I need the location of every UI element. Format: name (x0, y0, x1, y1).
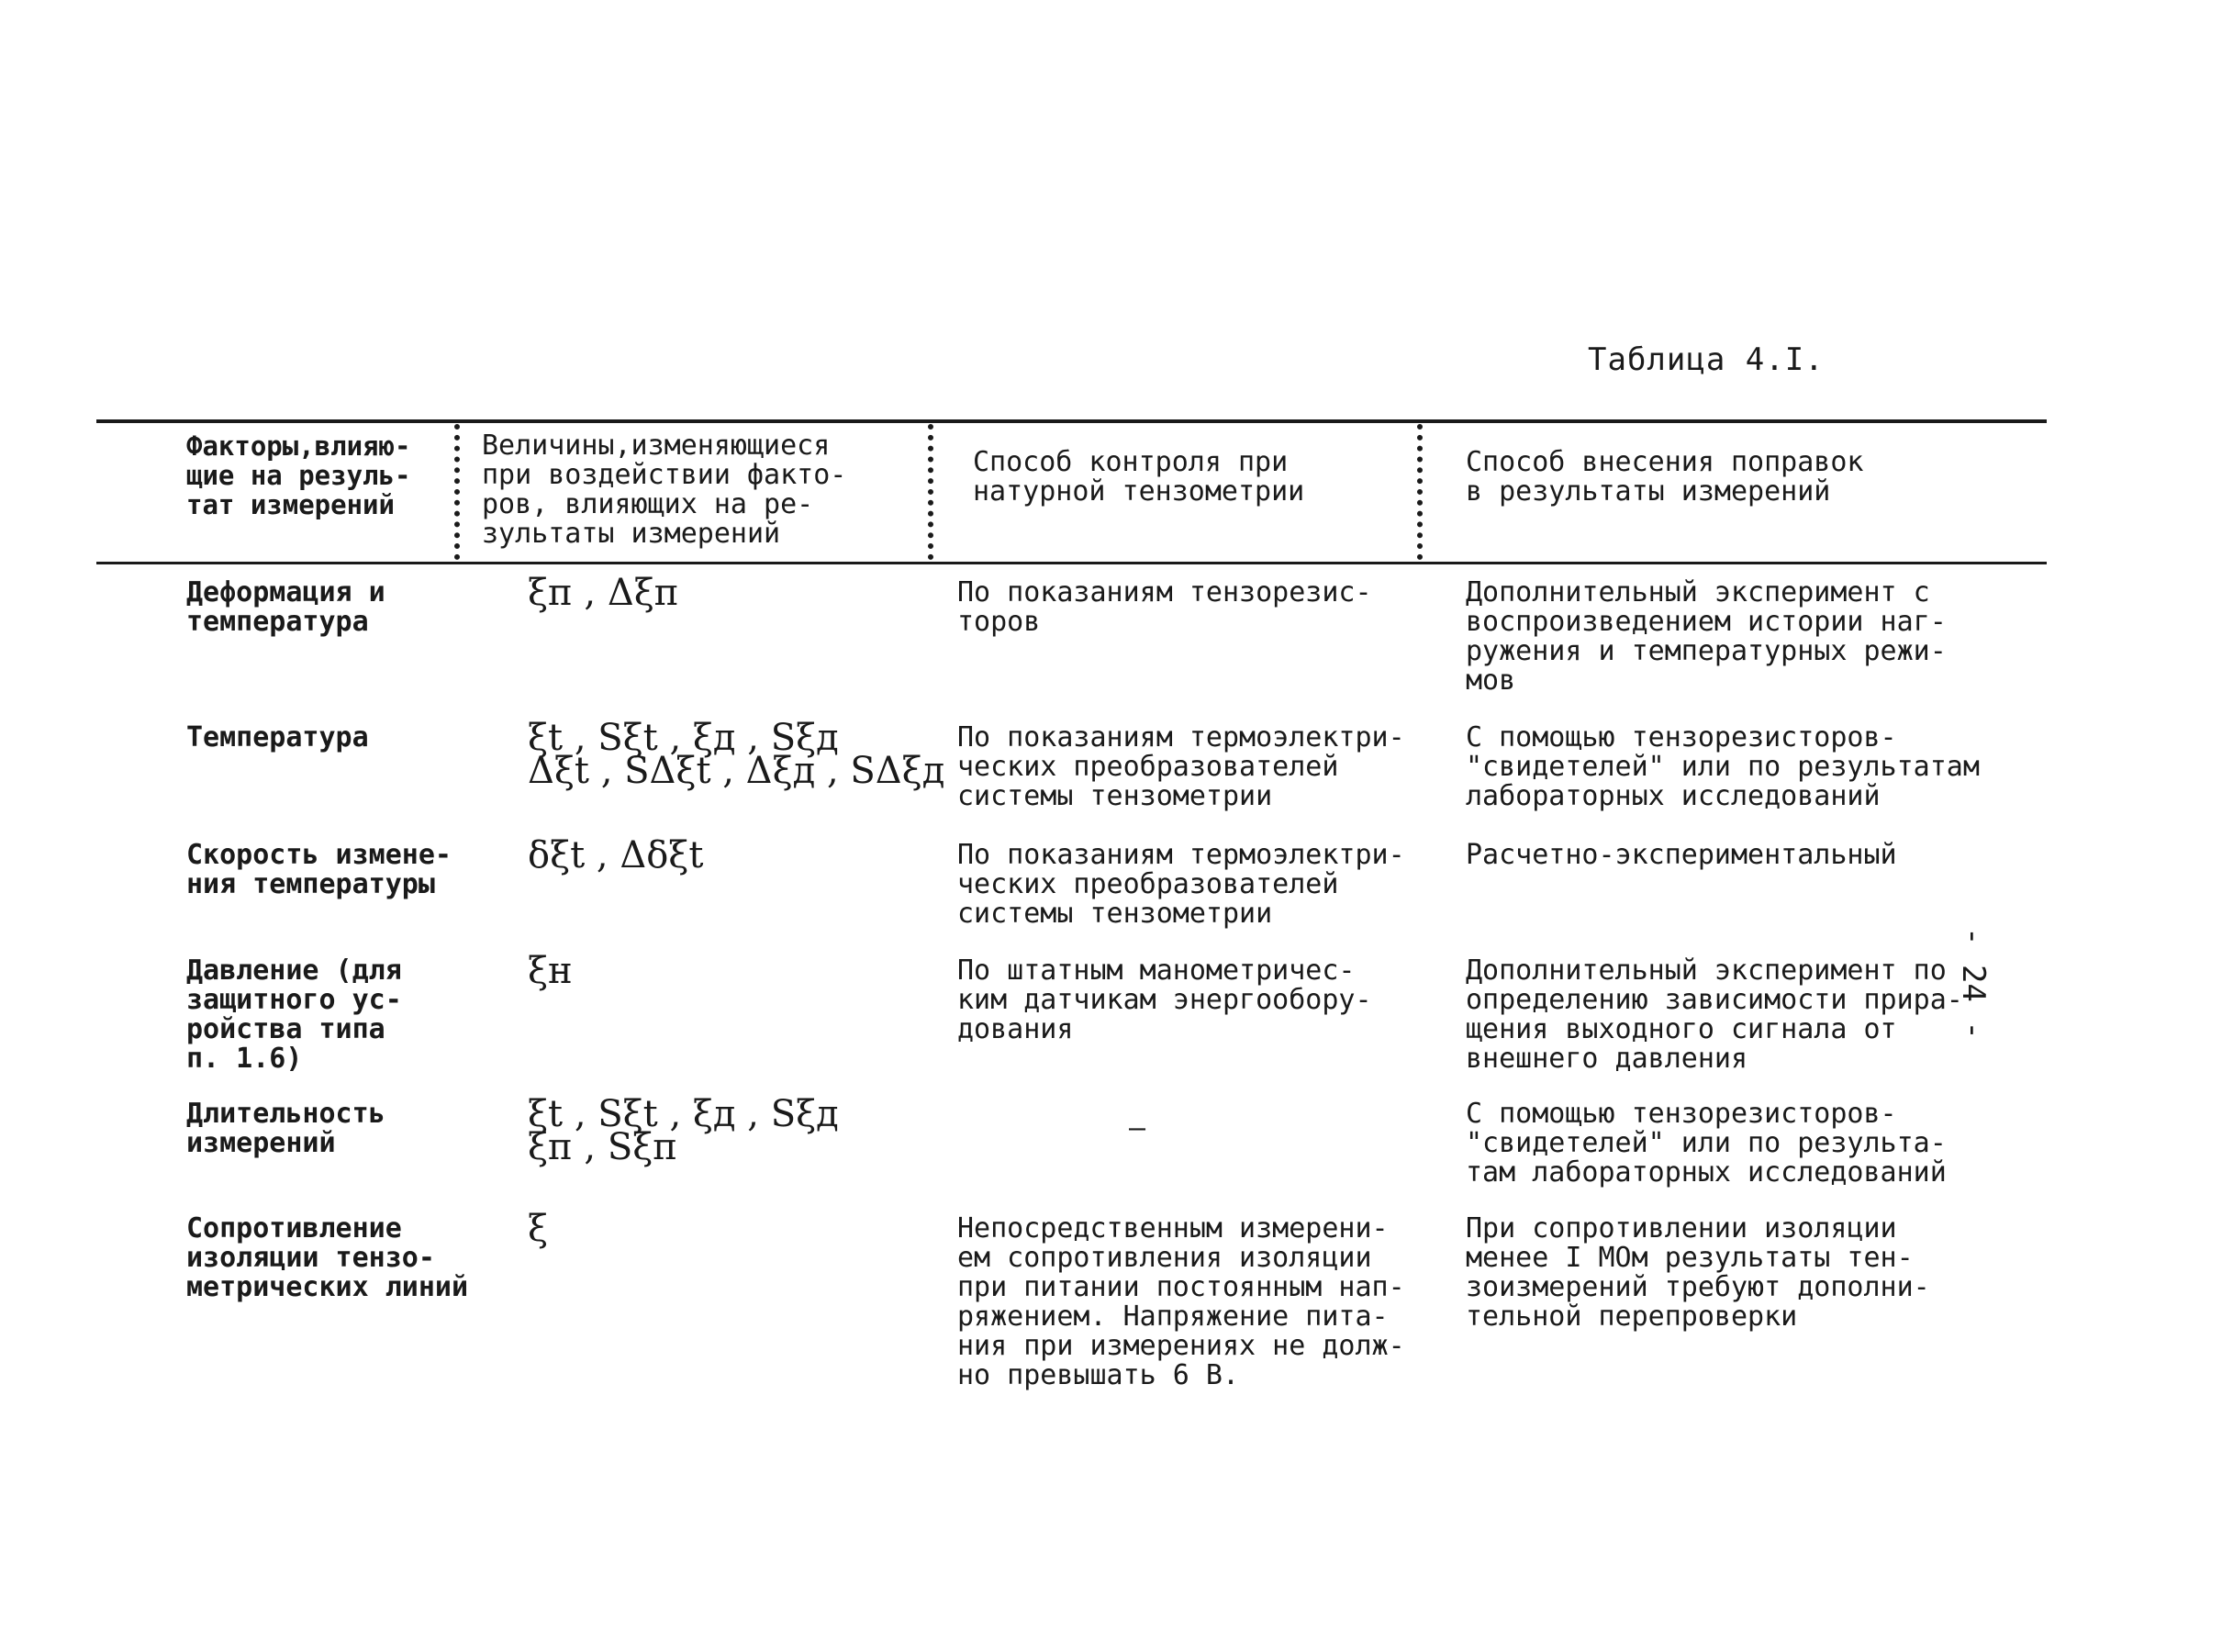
column-separator (454, 424, 460, 560)
row-factor: Сопротивление изоляции тензо- метрических линий (186, 1212, 469, 1303)
column-separator (1417, 424, 1423, 560)
row-correction-method: С помощью тензорезисторов- "свидетелей" или по результа- там лабораторных исследований (1466, 1098, 1947, 1189)
row-quantities: ξt , Sξt , ξд , Sξд ξп , Sξп (528, 1093, 839, 1168)
row-correction-method: Дополнительный эксперимент по определению зависимости прира- щения выходного сигнала от внешнего давления (1466, 954, 1963, 1075)
row-correction-method: Расчетно-экспериментальный (1466, 839, 1897, 871)
header-quantities: Величины,изменяющиеся при воздействии факто- ров, влияющих на ре- зультаты измерений (482, 430, 847, 550)
row-factor: Деформация и температура (186, 576, 385, 638)
row-quantities: δξt , Δδξt (528, 834, 704, 876)
row-quantities: ξн (528, 950, 573, 992)
row-correction-method: При сопротивлении изоляции менее I МОм результаты тен- зоизмерений требуют дополни- тельной перепроверки (1466, 1212, 1930, 1333)
row-control-method: По показаниям термоэлектри- ческих преобразователей системы тензометрии (957, 721, 1405, 812)
row-quantities: ξп , Δξп (528, 572, 679, 614)
header-control-method: Способ контроля при натурной тензометрии (973, 446, 1305, 508)
table-caption: Таблица 4.I. (1588, 341, 1825, 378)
row-factor: Давление (для защитного ус- ройства типа п. 1.6) (186, 954, 402, 1075)
row-factor: Скорость измене- ния температуры (186, 839, 452, 900)
row-control-method: По показаниям термоэлектри- ческих преобразователей системы тензометрии (957, 839, 1405, 930)
row-control-method: По штатным манометричес- ким датчикам энергообору- дования (957, 954, 1372, 1045)
header-factors: Факторы,влияю- щие на резуль- тат измерений (186, 430, 411, 520)
row-control-method: Непосредственным измерени- ем сопротивления изоляции при питании постоянным нап- ряжением. Напряжение пита- ния при измерениях не долж- но превышать 6 В. (957, 1212, 1405, 1391)
row-quantities: ξt , Sξt , ξд , Sξд Δξt , SΔξt , Δξд , SΔξд (528, 717, 945, 792)
row-factor: Температура (186, 721, 369, 753)
row-correction-method: Дополнительный эксперимент с воспроизведением истории наг- ружения и температурных режи- мов (1466, 576, 1947, 697)
row-factor: Длительность измерений (186, 1098, 385, 1159)
row-control-method: – (1129, 1112, 1146, 1144)
page-number: - 24 - (1955, 927, 1992, 1040)
table-top-rule (96, 419, 2047, 423)
row-correction-method: С помощью тензорезисторов- "свидетелей" или по результатам лабораторных исследований (1466, 721, 1980, 812)
header-correction-method: Способ внесения поправок в результаты измерений (1466, 446, 1864, 508)
column-separator (928, 424, 933, 560)
table-header-rule (96, 562, 2047, 564)
row-control-method: По показаниям тензорезис- торов (957, 576, 1372, 638)
row-quantities: ξ (528, 1208, 549, 1250)
